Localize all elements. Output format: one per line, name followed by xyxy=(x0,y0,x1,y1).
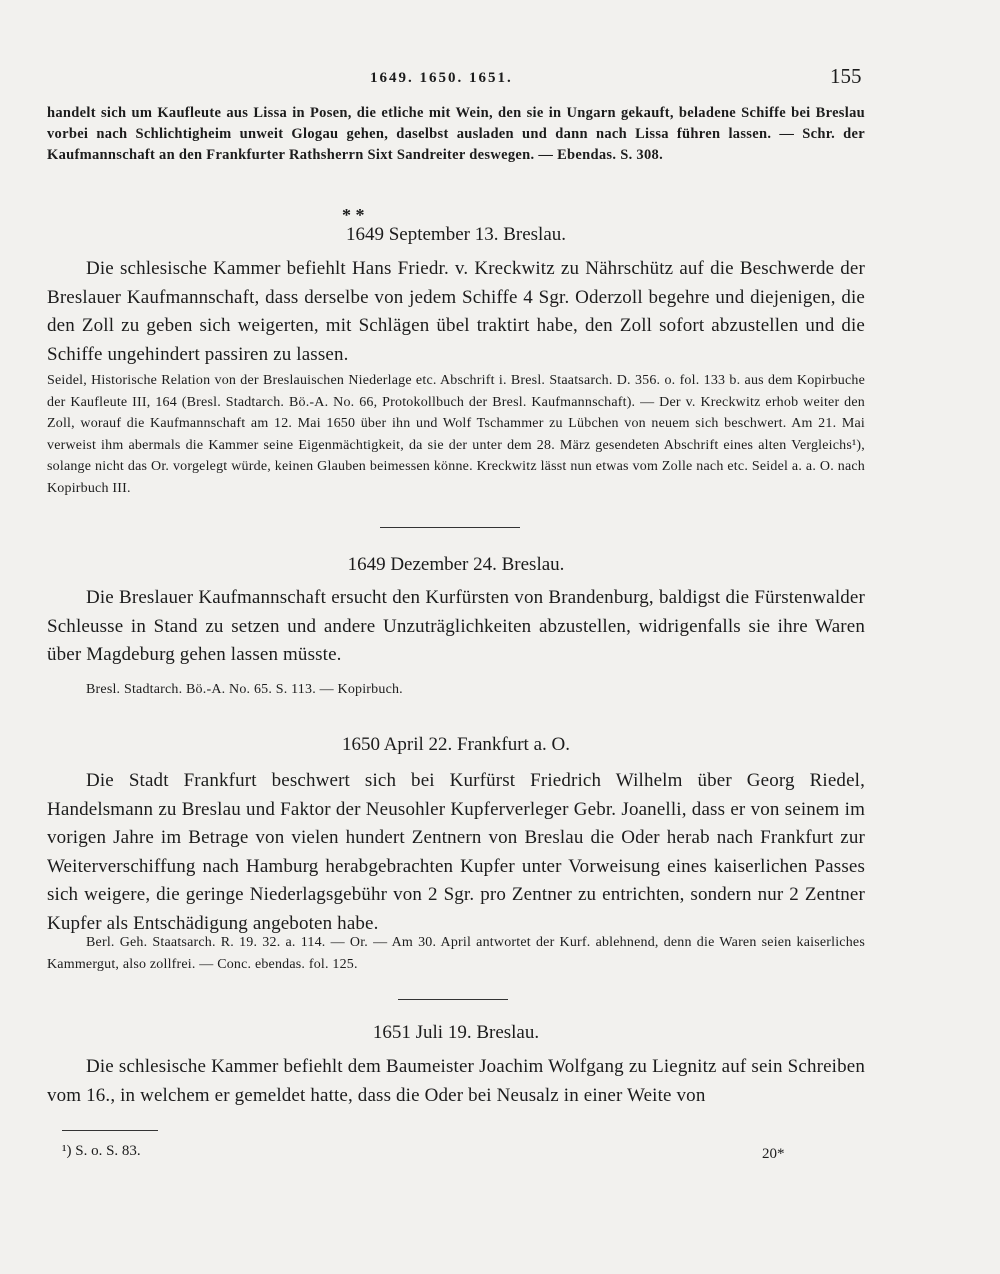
entry-body: Die schlesische Kammer befiehlt Hans Friedr. v. Kreckwitz zu Nährschütz auf die Beschwerde der Breslauer Kaufmannschaft, dass derselbe von jedem Schiffe 4 Sgr. Oderzoll begehre und diejenigen, die den Zoll zu geben sich weigerten, mit Schlägen übel traktirt habe, den Zoll sofort abzustellen und die Schiffe ungehindert passiren zu lassen. xyxy=(47,258,865,365)
entry-3 xyxy=(47,708,865,755)
entry-body: Die Breslauer Kaufmannschaft ersucht den Kurfürsten von Brandenburg, baldigst die Fürstenwalder Schleusse in Stand zu setzen und andere Unzuträglichkeiten abzustellen, widrigenfalls sie ihre Waren über Magdeburg gehen lassen müsste. xyxy=(47,587,865,665)
footnote-rule xyxy=(62,1130,158,1131)
entry-note: Berl. Geh. Staatsarch. R. 19. 32. a. 114. — Or. — Am 30. April antwortet der Kurf. ablehnend, denn die Waren seien kaiserliches Kammergut, also zollfrei. — Conc. ebendas. fol. 125. xyxy=(47,935,865,972)
entry-heading: 1649 Dezember 24. Breslau. xyxy=(347,554,565,575)
entry-1 xyxy=(47,222,865,252)
entry-body: Die Stadt Frankfurt beschwert sich bei Kurfürst Friedrich Wilhelm über Georg Riedel, Handelsmann zu Breslau und Faktor der Neusohler Kupferverleger Gebr. Joanelli, dass er von seinem im vorigen Jahre im Betrage von vielen hundert Zentnern von Breslau die Oder herab nach Frankfurt zur Weiterverschiffung nach Hamburg herabgebrachten Kupfer unter Vorweisung eines kaiserlichen Passes sich weigere, die geringe Niederlagsgebühr von 2 Sgr. pro Zentner zu entrichten, sondern nur 2 Zentner Kupfer als Entschädigung angeboten habe. xyxy=(47,770,865,934)
entry-4 xyxy=(47,1020,865,1050)
separator-stars: * * xyxy=(342,205,365,225)
entry-heading: 1649 September 13. Breslau. xyxy=(345,224,567,245)
page-number: 155 xyxy=(830,64,862,88)
signature-mark: 20* xyxy=(762,1146,785,1162)
entry-body: Die schlesische Kammer befiehlt dem Baumeister Joachim Wolfgang zu Liegnitz auf sein Schreiben vom 16., in welchem er gemeldet hatte, dass die Oder bei Neusalz in einer Weite von xyxy=(47,1056,865,1106)
entry-2 xyxy=(47,552,865,582)
footnote: ¹) S. o. S. 83. xyxy=(62,1143,141,1159)
entry-note: Bresl. Stadtarch. Bö.-A. No. 65. S. 113. — Kopirbuch. xyxy=(86,682,403,697)
section-divider xyxy=(380,527,520,528)
section-divider xyxy=(398,999,508,1000)
running-head: 1649. 1650. 1651. xyxy=(370,70,513,86)
entry-note: Seidel, Historische Relation von der Breslauischen Niederlage etc. Abschrift i. Bresl. Staatsarch. D. 356. o. fol. 133 b. aus dem Kopirbuche der Kaufleute III, 164 (Bresl. Stadtarch. Bö.-A. No. 66, Protokollbuch der Bresl. Kaufmannschaft). — Der v. Kreckwitz erhob weiter den Zoll, worauf die Kaufmannschaft am 12. Mai 1650 über ihn und Wolf Tschammer zu Lübchen von neuem sich beschwert. Am 21. Mai verweist ihm abermals die Kammer seine Eigenmächtigkeit, da sie der unter dem 28. März gesendeten Abschrift eines alten Vergleichs¹), solange nicht das Or. vorgelegt würde, keinen Glauben beimessen könne. Kreckwitz lässt nun etwas vom Zolle nach etc. Seidel a. a. O. nach Kopirbuch III. xyxy=(47,373,865,496)
entry-heading: 1651 Juli 19. Breslau. xyxy=(372,1022,540,1043)
entry-heading: 1650 April 22. Frankfurt a. O. xyxy=(342,734,570,755)
intro-paragraph: handelt sich um Kaufleute aus Lissa in Posen, die etliche mit Wein, den sie in Ungarn gekauft, beladene Schiffe bei Breslau vorbei nach Schlichtigheim unweit Glogau gehen, daselbst ausladen und dann nach Lissa führen lassen. — Schr. der Kaufmannschaft an den Frankfurter Rathsherrn Sixt Sandreiter deswegen. — Ebendas. S. 308. xyxy=(47,105,865,163)
